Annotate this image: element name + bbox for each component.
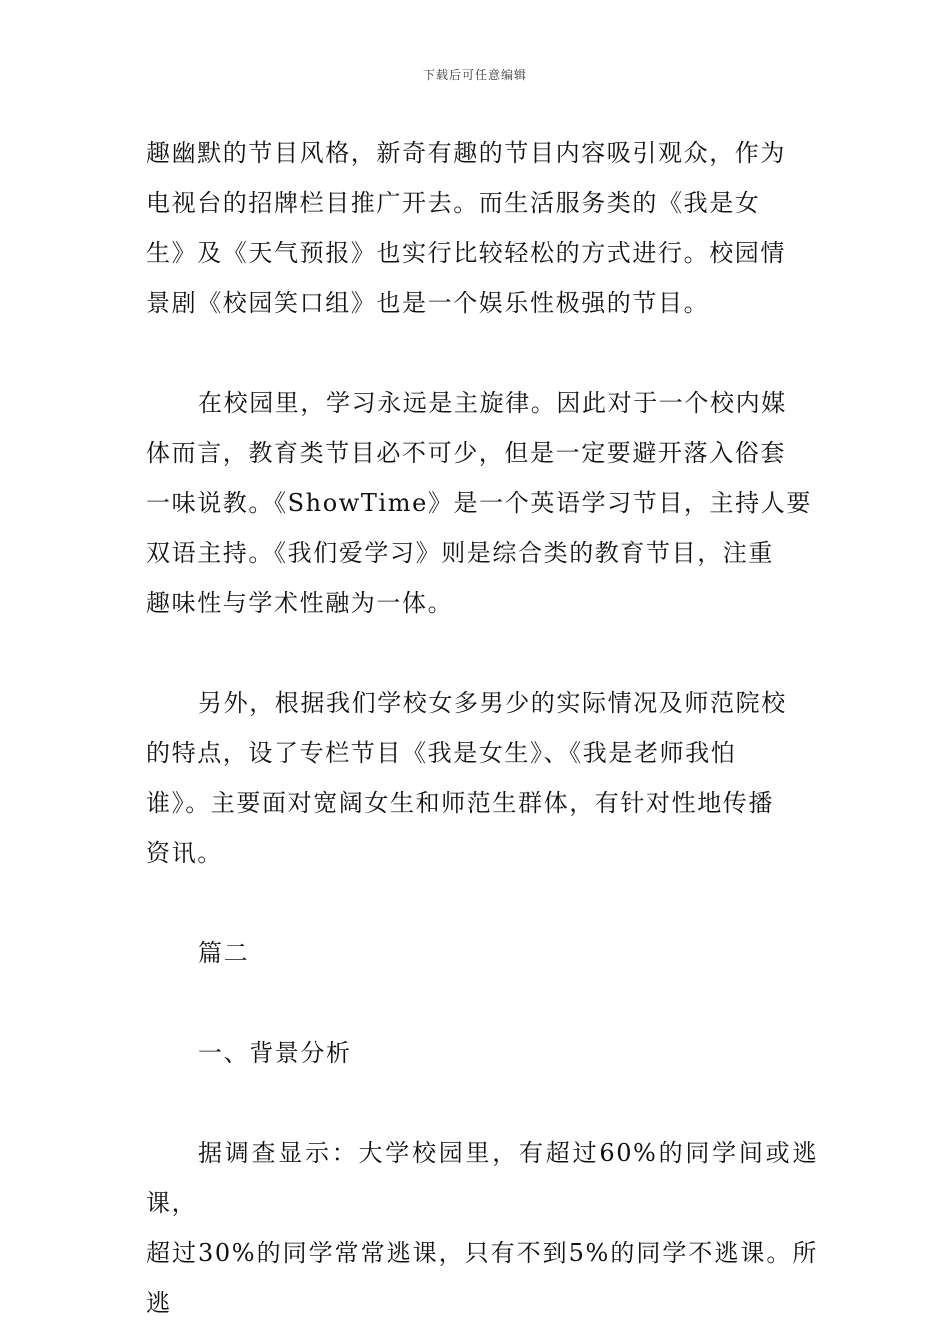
document-body xyxy=(146,128,818,1328)
paragraph-gap xyxy=(146,1078,818,1128)
paragraph-3: 另外，根据我们学校女多男少的实际情况及师范院校 的特点，设了专栏节目《我是女生》、《我是老师我怕 谁》。主要面对宽阔女生和师范生群体，有针对性地传播 资讯。 xyxy=(146,689,787,867)
paragraph-gap xyxy=(146,328,818,378)
page-header-note: 下载后可任意编辑 xyxy=(422,68,527,82)
section-title: 篇二 xyxy=(198,939,250,967)
paragraph-2: 在校园里，学习永远是主旋律。因此对于一个校内媒 体而言，教育类节目必不可少，但是一定要避开落入俗套 一味说教。《ShowTime》是一个英语学习节目，主持人要 双语主持。《我们爱学习》则是综合类的教育节目，注重 趣味性与学术性融为一体。 xyxy=(146,389,812,617)
paragraph-gap xyxy=(146,628,818,678)
paragraph-1: 趣幽默的节目风格，新奇有趣的节目内容吸引观众，作为 电视台的招牌栏目推广开去。而生活服务类的《我是女 生》及《天气预报》也实行比较轻松的方式进行。校园情 景剧《校园笑口组》也是一个娱乐性极强的节目。 xyxy=(146,139,786,317)
paragraph-4: 据调查显示：大学校园里，有超过60%的同学间或逃课， 超过30%的同学常常逃课，只有不到5%的同学不逃课。所逃 xyxy=(146,1139,818,1317)
paragraph-gap xyxy=(146,978,818,1028)
paragraph-gap xyxy=(146,878,818,928)
subsection-title: 一、背景分析 xyxy=(198,1039,352,1067)
